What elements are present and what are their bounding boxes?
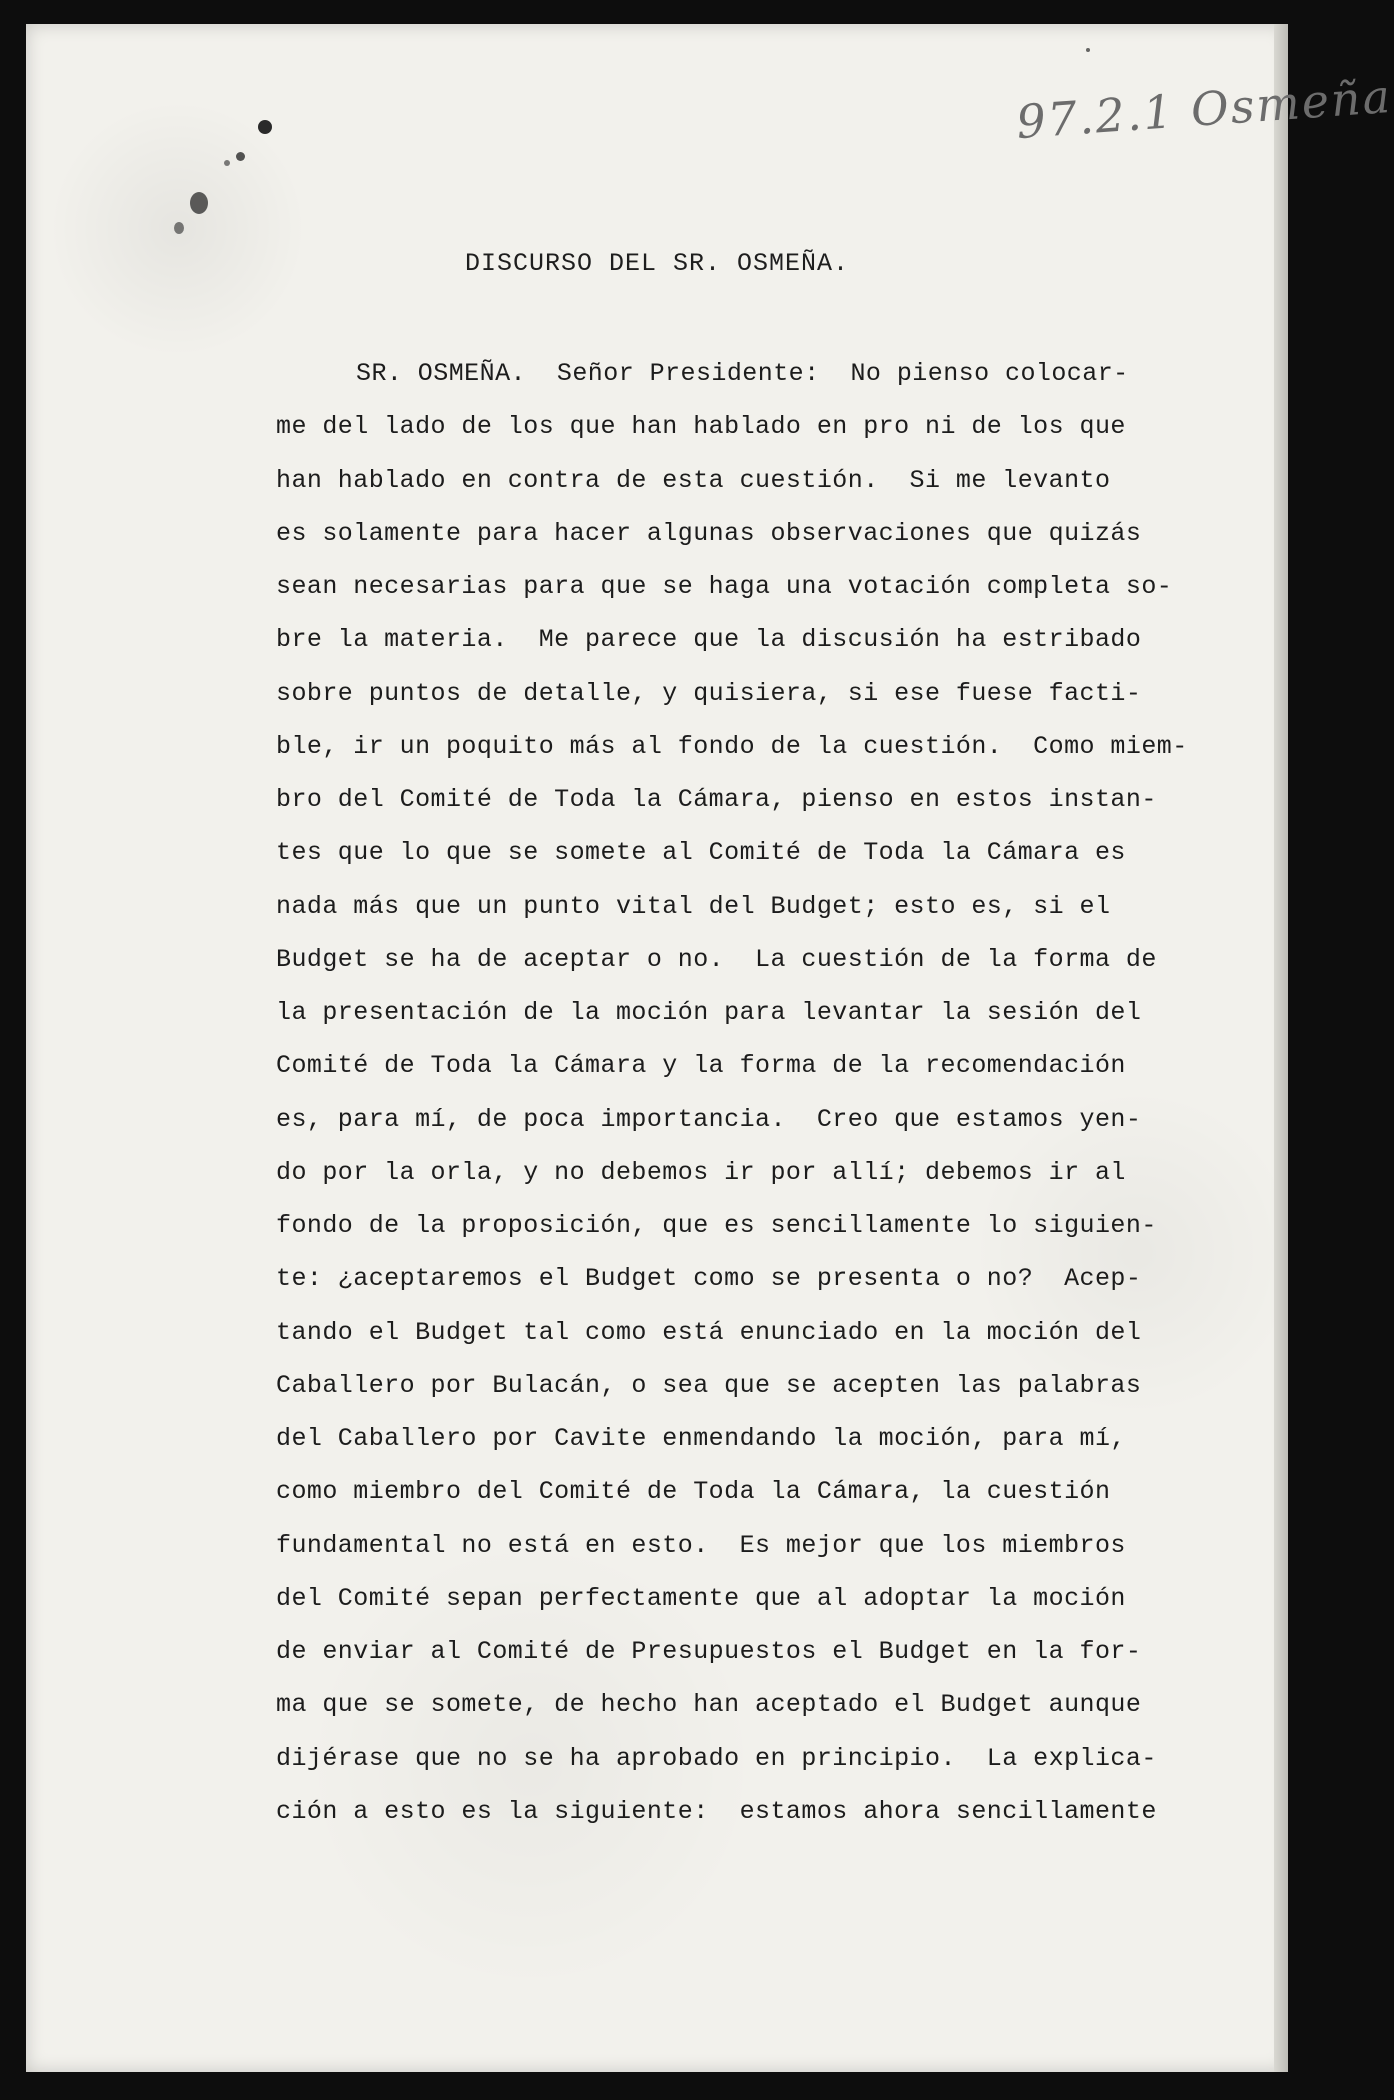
document-page — [26, 24, 1394, 2072]
text-line: bro del Comité de Toda la Cámara, pienso en estos instan- — [276, 785, 1157, 814]
text-line: sean necesarias para que se haga una votación completa so- — [276, 572, 1173, 601]
text-line: sobre puntos de detalle, y quisiera, si ese fuese facti- — [276, 678, 1142, 708]
text-line: del Caballero por Cavite enmendando la moción, para mí, — [276, 1424, 1126, 1453]
ink-blot — [224, 160, 230, 166]
document-title: DISCURSO DEL SR. OSMEÑA. — [464, 249, 850, 278]
text-line: es solamente para hacer algunas observaciones que quizás — [276, 518, 1142, 548]
text-line: nada más que un punto vital del Budget; esto es, si el — [276, 891, 1111, 921]
text-line: Budget se ha de aceptar o no. La cuestión de la forma de — [276, 944, 1157, 974]
ink-blot — [174, 222, 184, 234]
text-line: te: ¿aceptaremos el Budget como se presenta o no? Acep- — [276, 1264, 1142, 1294]
text-line: fundamental no está en esto. Es mejor que los miembros — [276, 1530, 1126, 1560]
text-line: del Comité sepan perfectamente que al adoptar la moción — [276, 1583, 1126, 1613]
text-line: do por la orla, y no debemos ir por allí; debemos ir al — [276, 1157, 1126, 1187]
text-line: es, para mí, de poca importancia. Creo que estamos yen- — [276, 1104, 1142, 1134]
text-line: fondo de la proposición, que es sencillamente lo siguien- — [276, 1211, 1157, 1240]
ink-blot — [258, 120, 272, 134]
text-line: han hablado en contra de esta cuestión. Si me levanto — [276, 465, 1111, 495]
paper-edge — [1274, 24, 1288, 2072]
text-line: tes que lo que se somete al Comité de Toda la Cámara es — [276, 838, 1126, 868]
speech-text — [276, 347, 1236, 1838]
text-line: bre la materia. Me parece que la discusión ha estribado — [276, 625, 1142, 655]
text-line: Comité de Toda la Cámara y la forma de la recomendación — [276, 1051, 1126, 1081]
handwritten-annotation: 97.2.1 Osmeña — [1014, 68, 1394, 150]
text-line: ble, ir un poquito más al fondo de la cuestión. Como miem- — [276, 731, 1188, 761]
text-line: me del lado de los que han hablado en pro ni de los que — [276, 412, 1126, 442]
text-line: Caballero por Bulacán, o sea que se acepten las palabras — [276, 1370, 1142, 1400]
text-line: de enviar al Comité de Presupuestos el Budget en la for- — [276, 1637, 1142, 1666]
text-line: tando el Budget tal como está enunciado en la moción del — [276, 1317, 1142, 1347]
ink-blot — [190, 192, 208, 214]
ink-blot — [236, 152, 245, 161]
text-line: SR. OSMEÑA. Señor Presidente: No pienso colocar- — [356, 359, 1129, 388]
text-line: como miembro del Comité de Toda la Cámara, la cuestión — [276, 1477, 1111, 1507]
text-line: ción a esto es la siguiente: estamos ahora sencillamente — [276, 1796, 1157, 1826]
text-line: la presentación de la moción para levantar la sesión del — [276, 998, 1142, 1027]
text-line: ma que se somete, de hecho han aceptado el Budget aunque — [276, 1690, 1142, 1720]
ink-blot — [1086, 48, 1090, 52]
text-line: dijérase que no se ha aprobado en principio. La explica- — [276, 1743, 1157, 1773]
